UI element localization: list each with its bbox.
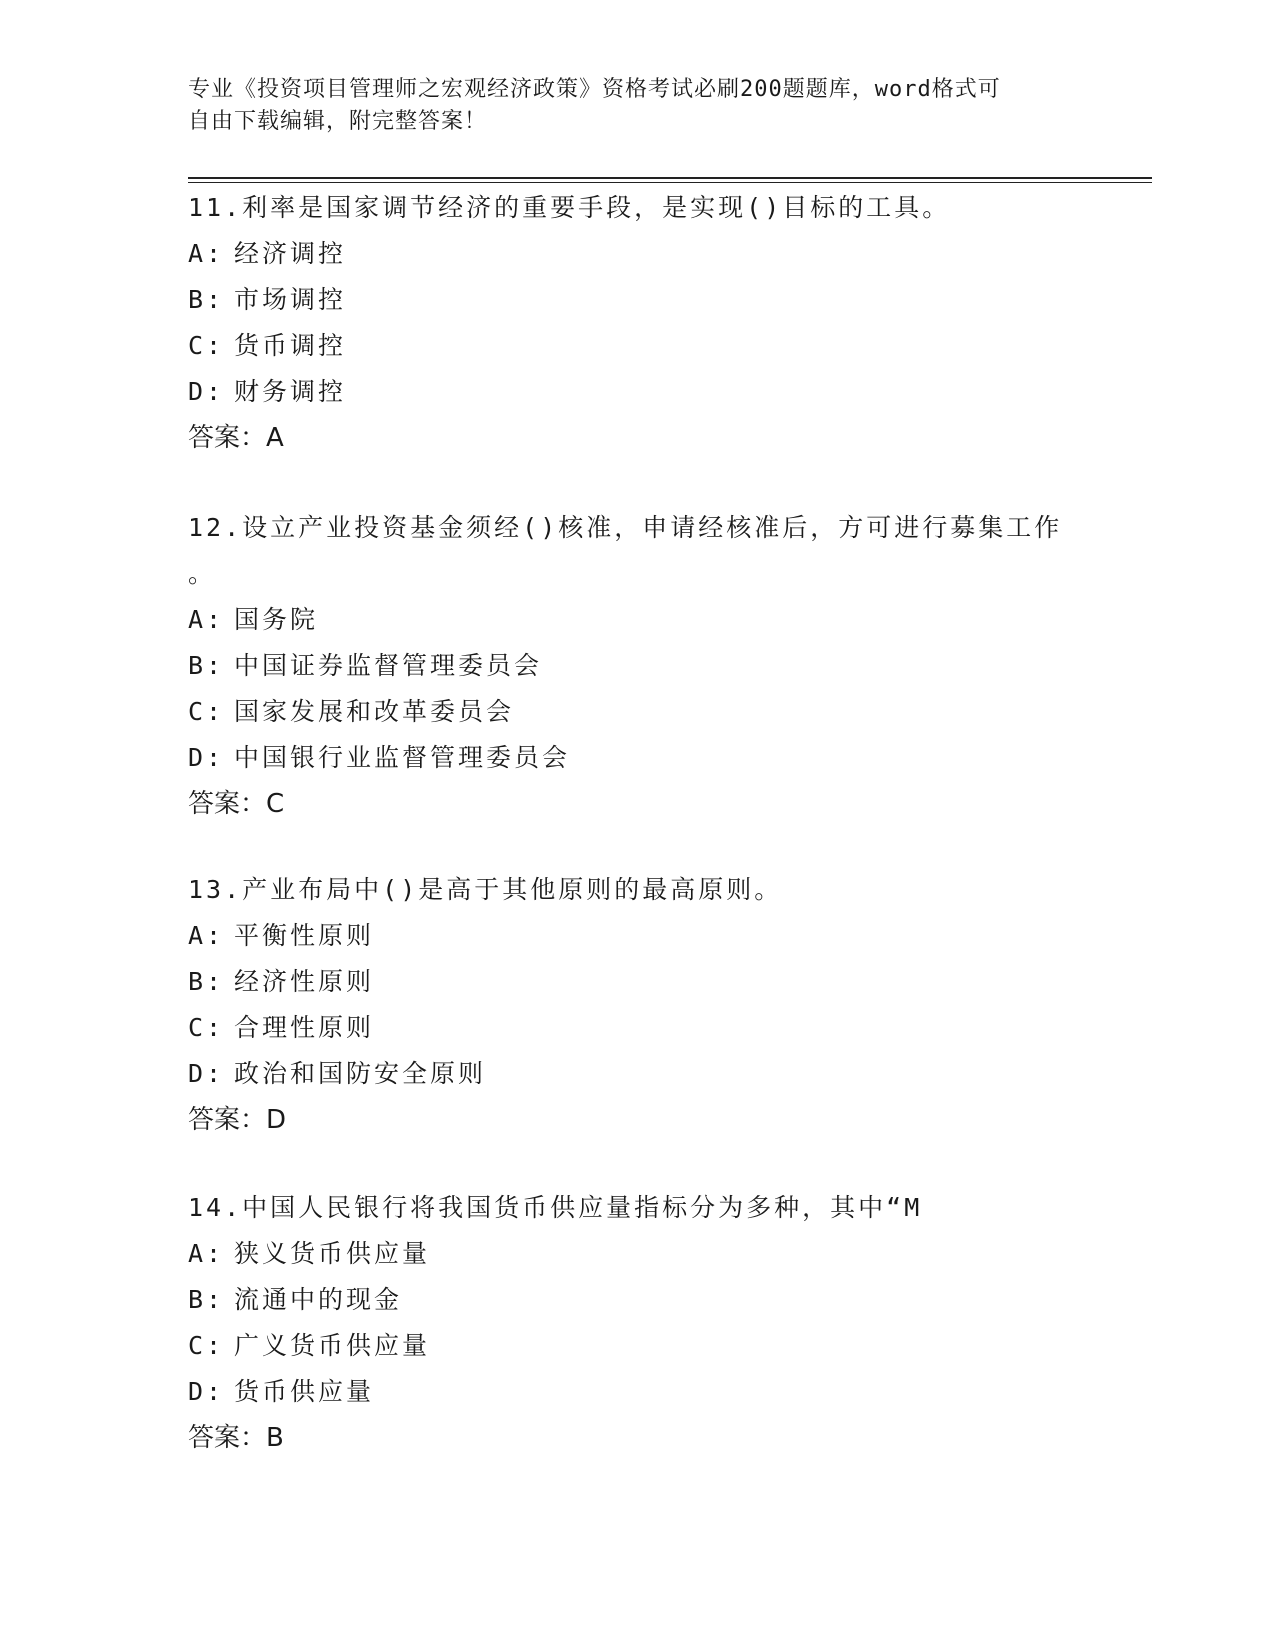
option-text: 狭义货币供应量	[234, 1239, 431, 1268]
question-stem: 14.中国人民银行将我国货币供应量指标分为多种，其中“M	[188, 1193, 923, 1222]
option-text: 经济性原则	[234, 967, 375, 996]
option-key: B:	[188, 967, 225, 996]
option-c	[188, 323, 1088, 369]
option-key: C:	[188, 697, 225, 726]
option-text: 国务院	[234, 605, 319, 634]
option-key: B:	[188, 285, 225, 314]
question-stem: 11.利率是国家调节经济的重要手段，是实现()目标的工具。	[188, 193, 951, 222]
option-c	[188, 1005, 1088, 1051]
answer-line: 答案：D	[188, 1105, 287, 1135]
option-text: 合理性原则	[234, 1013, 375, 1042]
option-key: D:	[188, 1377, 225, 1406]
option-key: B:	[188, 1285, 225, 1314]
option-key: C:	[188, 331, 225, 360]
option-key: A:	[188, 1239, 225, 1268]
header-divider-thick	[188, 177, 1152, 179]
option-b	[188, 959, 1088, 1005]
question-11	[188, 185, 1088, 461]
question-stem: 13.产业布局中()是高于其他原则的最高原则。	[188, 875, 783, 904]
option-a	[188, 1231, 1088, 1277]
option-key: C:	[188, 1013, 225, 1042]
option-text: 经济调控	[234, 239, 347, 268]
option-key: A:	[188, 239, 225, 268]
option-text: 中国证券监督管理委员会	[234, 651, 543, 680]
option-text: 货币供应量	[234, 1377, 375, 1406]
option-a	[188, 231, 1088, 277]
option-key: C:	[188, 1331, 225, 1360]
answer-line: 答案：C	[188, 789, 285, 819]
option-c	[188, 689, 1088, 735]
option-text: 国家发展和改革委员会	[234, 697, 515, 726]
option-d	[188, 1051, 1088, 1097]
option-a	[188, 597, 1088, 643]
answer-line: 答案：A	[188, 423, 284, 453]
option-d	[188, 735, 1088, 781]
option-b	[188, 277, 1088, 323]
option-key: D:	[188, 1059, 225, 1088]
option-key: B:	[188, 651, 225, 680]
option-d	[188, 1369, 1088, 1415]
option-text: 货币调控	[234, 331, 347, 360]
option-text: 广义货币供应量	[234, 1331, 431, 1360]
option-key: D:	[188, 377, 225, 406]
question-12	[188, 505, 1088, 827]
option-key: A:	[188, 605, 225, 634]
document-header	[188, 74, 1068, 138]
option-text: 流通中的现金	[234, 1285, 403, 1314]
question-stem: 12.设立产业投资基金须经()核准，申请经核准后，方可进行募集工作	[188, 513, 1063, 542]
question-14	[188, 1185, 1088, 1461]
option-c	[188, 1323, 1088, 1369]
header-line-1: 专业《投资项目管理师之宏观经济政策》资格考试必刷200题题库，word格式可	[188, 77, 1001, 102]
option-a	[188, 913, 1088, 959]
option-text: 平衡性原则	[234, 921, 375, 950]
option-b	[188, 643, 1088, 689]
question-stem-continuation: 。	[188, 559, 217, 588]
answer-line: 答案：B	[188, 1423, 284, 1453]
option-text: 中国银行业监督管理委员会	[234, 743, 571, 772]
option-text: 财务调控	[234, 377, 347, 406]
option-text: 政治和国防安全原则	[234, 1059, 487, 1088]
header-divider-thin	[188, 182, 1152, 183]
option-key: D:	[188, 743, 225, 772]
question-13	[188, 867, 1088, 1143]
option-b	[188, 1277, 1088, 1323]
option-key: A:	[188, 921, 225, 950]
option-text: 市场调控	[234, 285, 347, 314]
header-line-2: 自由下载编辑，附完整答案！	[188, 109, 488, 134]
option-d	[188, 369, 1088, 415]
